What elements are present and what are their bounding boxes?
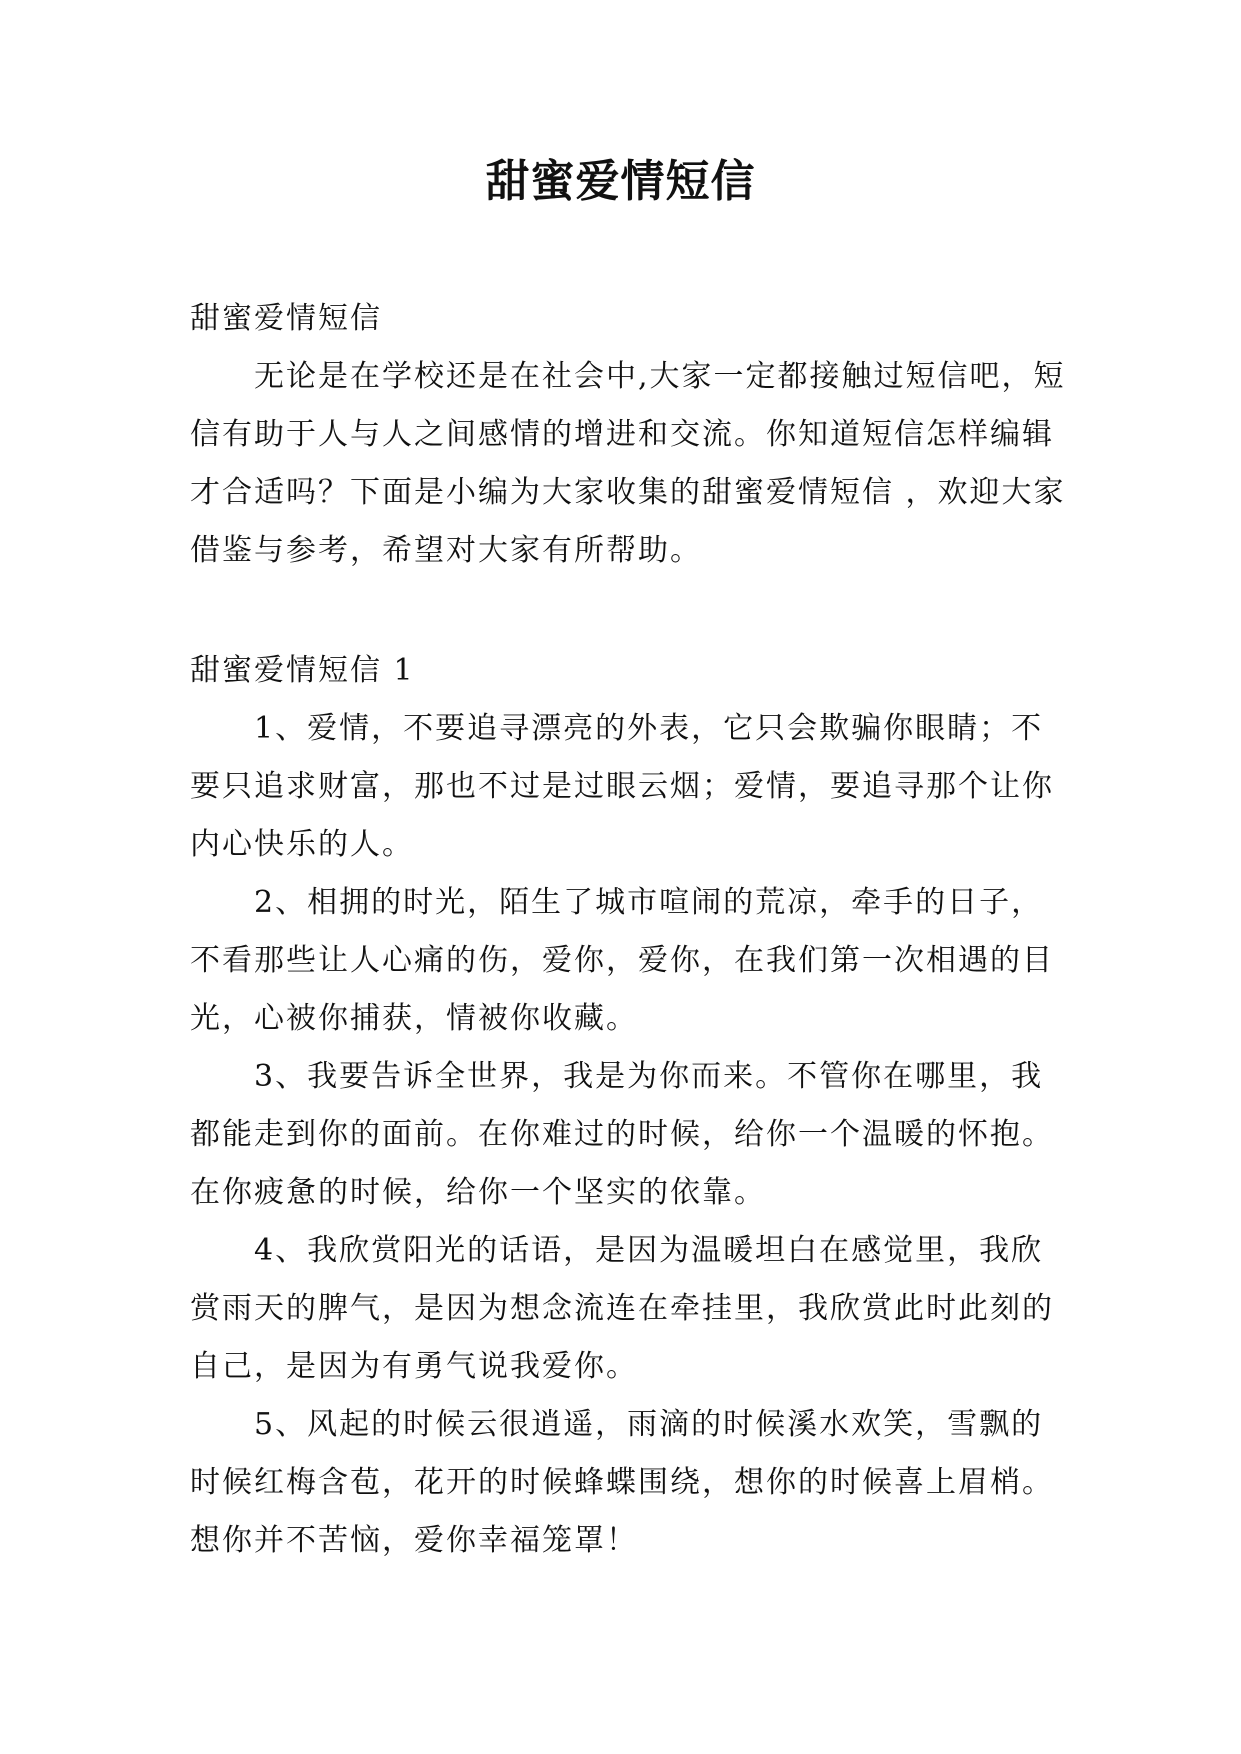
intro-paragraph: 无论是在学校还是在社会中,大家一定都接触过短信吧，短信有助于人与人之间感情的增进和交流。你知道短信怎样编辑才合适吗？下面是小编为大家收集的甜蜜爱情短信 ，欢迎大家借鉴与参考，希望对大家有所帮助。 xyxy=(190,359,1066,568)
message-item-3: 3、我要告诉全世界，我是为你而来。不管你在哪里，我都能走到你的面前。在你难过的时候，给你一个温暖的怀抱。在你疲惫的时候，给你一个坚实的依靠。 xyxy=(190,1059,1054,1210)
message-item-2: 2、相拥的时光，陌生了城市喧闹的荒凉，牵手的日子，不看那些让人心痛的伤，爱你，爱你，在我们第一次相遇的目光，心被你捕获，情被你收藏。 xyxy=(190,885,1054,1036)
message-item-4: 4、我欣赏阳光的话语，是因为温暖坦白在感觉里，我欣赏雨天的脾气，是因为想念流连在牵挂里，我欣赏此时此刻的自己，是因为有勇气说我爱你。 xyxy=(190,1233,1054,1384)
section-heading: 甜蜜爱情短信 1 xyxy=(190,653,415,688)
message-item-1: 1、爱情，不要追寻漂亮的外表，它只会欺骗你眼睛；不要只追求财富，那也不过是过眼云烟；爱情，要追寻那个让你内心快乐的人。 xyxy=(190,711,1054,862)
message-item-5: 5、风起的时候云很逍遥，雨滴的时候溪水欢笑，雪飘的时候红梅含苞，花开的时候蜂蝶围绕，想你的时候喜上眉梢。想你并不苦恼，爱你幸福笼罩！ xyxy=(190,1407,1054,1558)
intro-heading: 甜蜜爱情短信 xyxy=(190,301,382,336)
document-body xyxy=(190,290,1070,1570)
document-title: 甜蜜爱情短信 xyxy=(485,156,756,207)
